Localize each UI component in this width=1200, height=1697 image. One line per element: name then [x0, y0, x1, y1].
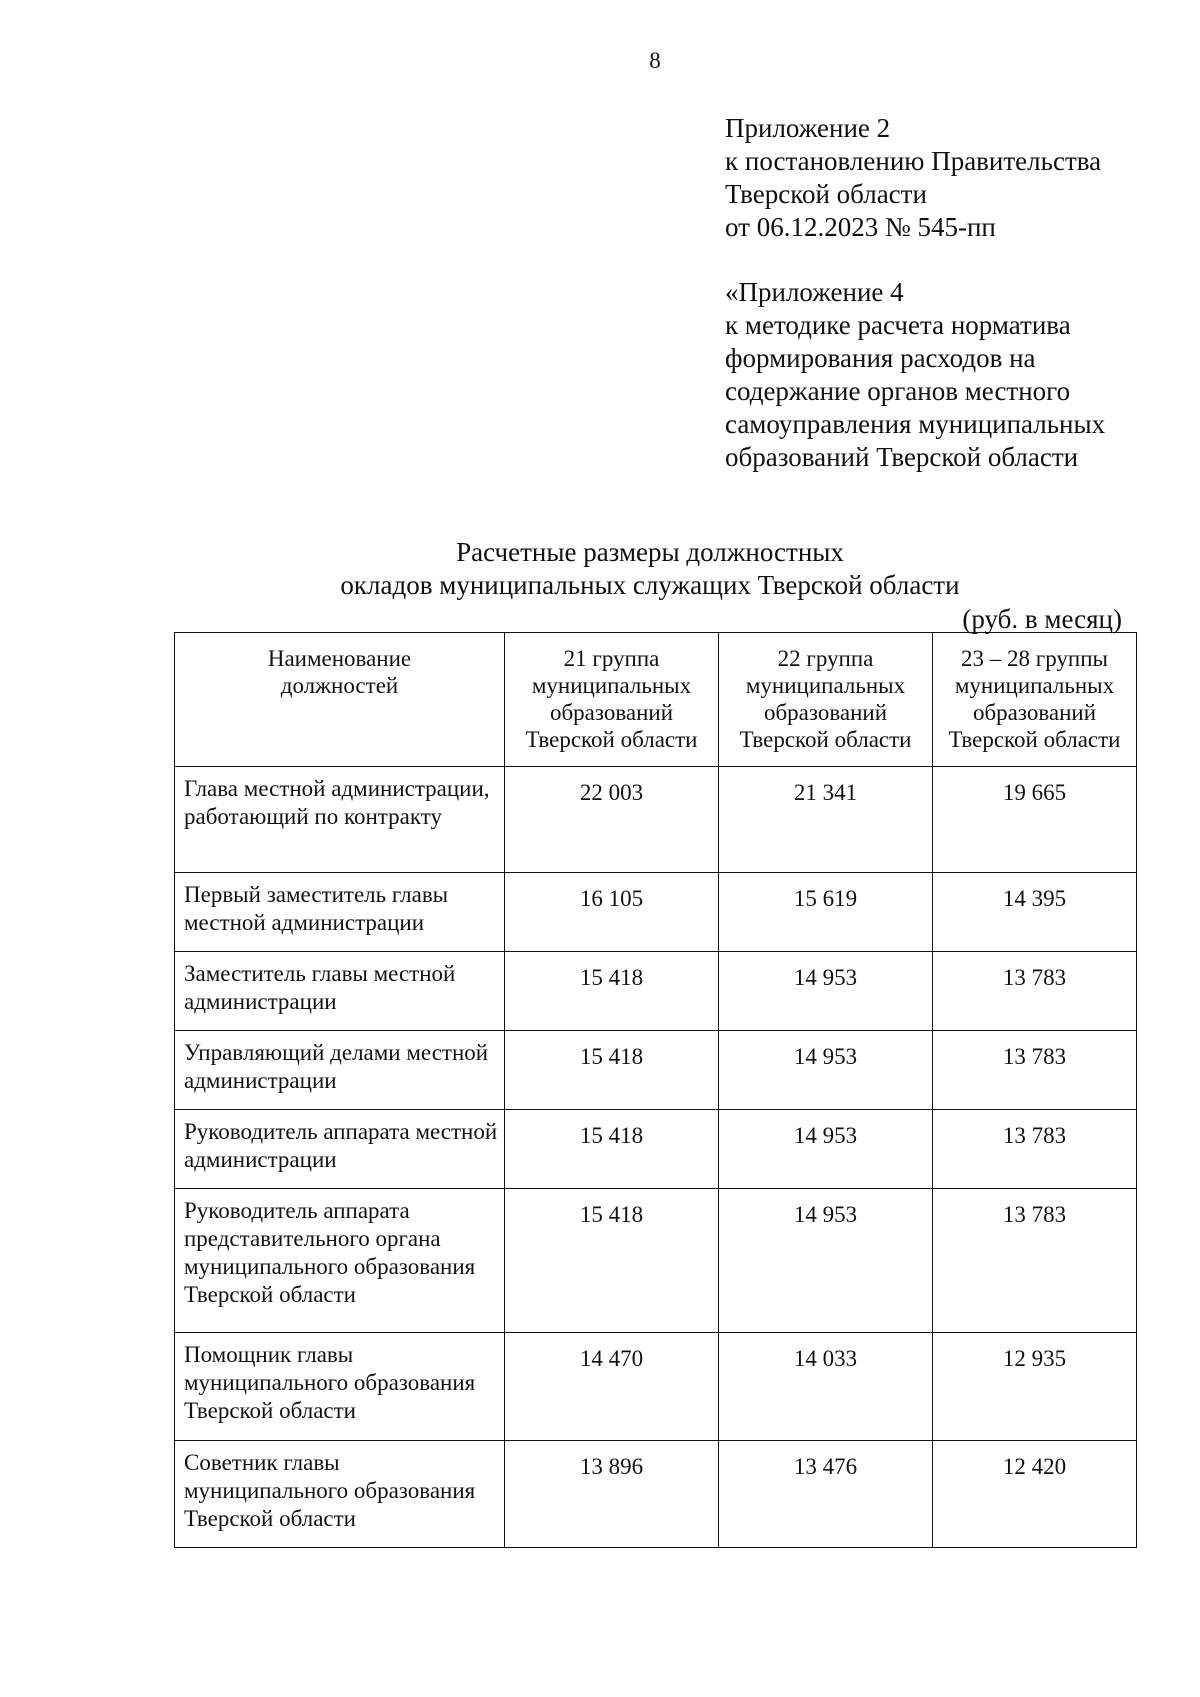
table-row: [175, 767, 1137, 873]
table-title: [0, 536, 1200, 602]
value-cell-g22: 14 953: [719, 952, 933, 1031]
value-cell-g23-28: 12 935: [933, 1333, 1137, 1441]
value-cell-g21: 22 003: [505, 767, 719, 873]
position-cell: Помощник главы муниципального образования Тверской области: [175, 1333, 505, 1441]
position-cell: Советник главы муниципального образования Тверской области: [175, 1441, 505, 1548]
table-row: [175, 1441, 1137, 1548]
value-cell-g21: 15 418: [505, 1031, 719, 1110]
table-row: [175, 1333, 1137, 1441]
value-cell-g23-28: 13 783: [933, 1031, 1137, 1110]
appendix-header-line: Тверской области: [725, 179, 927, 209]
value-cell-g22: 14 953: [719, 1189, 933, 1333]
position-cell: Управляющий делами местной администрации: [175, 1031, 505, 1110]
position-cell: Руководитель аппарата местной администрации: [175, 1110, 505, 1189]
value-cell-g21: 13 896: [505, 1441, 719, 1548]
value-cell-g23-28: 14 395: [933, 873, 1137, 952]
salary-table: [174, 632, 1137, 1548]
appendix-methodology-line: самоуправления муниципальных: [725, 409, 1106, 439]
table-row: [175, 873, 1137, 952]
value-cell-g22: 21 341: [719, 767, 933, 873]
value-cell-g22: 14 953: [719, 1110, 933, 1189]
value-cell-g23-28: 13 783: [933, 1189, 1137, 1333]
appendix-methodology-line: к методике расчета норматива: [725, 310, 1071, 340]
table-row: [175, 1110, 1137, 1189]
column-header: Наименование должностей: [175, 633, 505, 767]
value-cell-g22: 15 619: [719, 873, 933, 952]
position-cell: Руководитель аппарата представительного органа муниципального образования Тверской области: [175, 1189, 505, 1333]
appendix-header-line: к постановлению Правительства: [725, 146, 1102, 176]
value-cell-g21: 15 418: [505, 1110, 719, 1189]
value-cell-g21: 15 418: [505, 1189, 719, 1333]
appendix-methodology-line: содержание органов местного: [725, 376, 1071, 406]
unit-label: (руб. в месяц): [962, 604, 1122, 634]
appendix-methodology-line: «Приложение 4: [725, 277, 904, 307]
value-cell-g22: 14 953: [719, 1031, 933, 1110]
position-cell: Заместитель главы местной администрации: [175, 952, 505, 1031]
value-cell-g23-28: 12 420: [933, 1441, 1137, 1548]
value-cell-g23-28: 19 665: [933, 767, 1137, 873]
appendix-header: [725, 112, 1101, 244]
table-row: [175, 952, 1137, 1031]
position-cell: Первый заместитель главы местной администрации: [175, 873, 505, 952]
table-row: [175, 1031, 1137, 1110]
table-row: [175, 1189, 1137, 1333]
value-cell-g23-28: 13 783: [933, 1110, 1137, 1189]
value-cell-g21: 16 105: [505, 873, 719, 952]
position-cell: Глава местной администрации, работающий по контракту: [175, 767, 505, 873]
appendix-header-line: от 06.12.2023 № 545-пп: [725, 212, 996, 242]
column-header: 22 группа муниципальных образований Тверской области: [719, 633, 933, 767]
value-cell-g22: 14 033: [719, 1333, 933, 1441]
value-cell-g21: 15 418: [505, 952, 719, 1031]
table-header-row: [175, 633, 1137, 767]
appendix-methodology-line: образований Тверской области: [725, 442, 1079, 472]
value-cell-g22: 13 476: [719, 1441, 933, 1548]
column-header: 21 группа муниципальных образований Тверской области: [505, 633, 719, 767]
appendix-methodology-line: формирования расходов на: [725, 343, 1036, 373]
value-cell-g23-28: 13 783: [933, 952, 1137, 1031]
value-cell-g21: 14 470: [505, 1333, 719, 1441]
appendix-header-line: Приложение 2: [725, 113, 891, 143]
page-number: 8: [649, 48, 661, 73]
table-title-line: окладов муниципальных служащих Тверской области: [340, 570, 960, 600]
appendix-methodology: [725, 276, 1105, 474]
table-title-line: Расчетные размеры должностных: [456, 537, 844, 567]
column-header: 23 – 28 группы муниципальных образований Тверской области: [933, 633, 1137, 767]
